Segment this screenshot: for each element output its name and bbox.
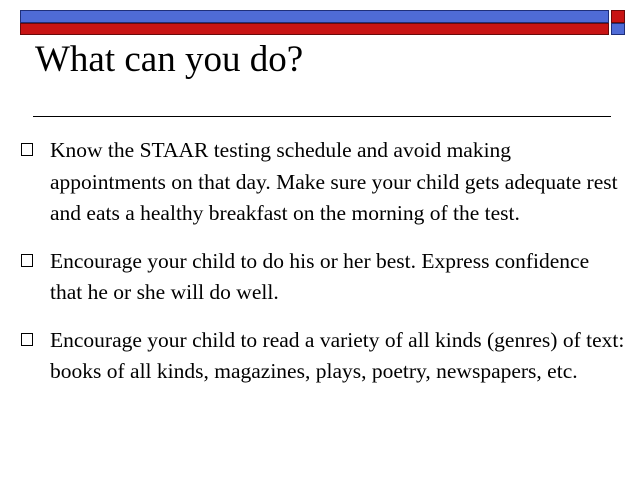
banner-red-bar — [20, 23, 609, 35]
slide-title: What can you do? — [35, 39, 304, 80]
bullet-text: Encourage your child to read a variety of all kinds (genres) of text: books of all kinds, magazines, plays, poetry, newspapers, etc. — [50, 327, 625, 383]
hollow-square-bullet-icon — [21, 143, 33, 156]
bullet-text: Encourage your child to do his or her best. Express confidence that he or she will do well. — [50, 248, 590, 304]
banner-blue-bar — [20, 10, 609, 23]
title-divider — [33, 116, 611, 117]
bullet-item-schedule — [0, 135, 638, 230]
bullet-item-encourage-best — [0, 246, 638, 309]
hollow-square-bullet-icon — [21, 254, 33, 267]
header-banner — [20, 10, 625, 36]
bullet-list — [0, 135, 638, 404]
bullet-item-reading — [0, 325, 638, 388]
banner-red-square — [611, 10, 625, 23]
bullet-text: Know the STAAR testing schedule and avoid making appointments on that day. Make sure your child gets adequate rest and eats a healthy breakfast on the morning of the test. — [50, 138, 618, 225]
hollow-square-bullet-icon — [21, 333, 33, 346]
banner-blue-square — [611, 23, 625, 35]
